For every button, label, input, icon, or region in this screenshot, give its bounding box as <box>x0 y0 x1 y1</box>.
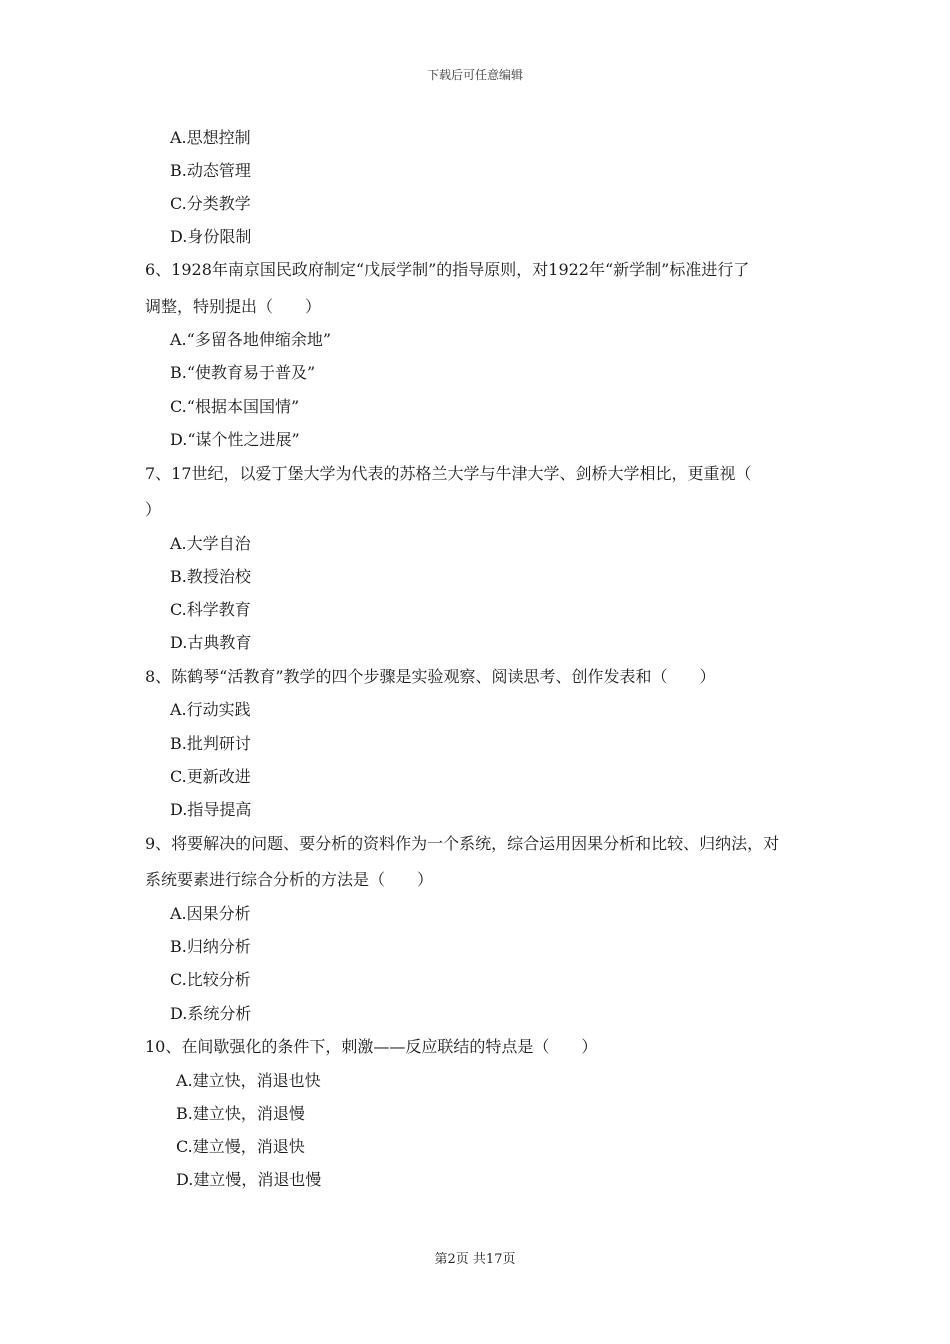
q8-option-c: C.更新改进 <box>170 767 251 786</box>
q10-option-d: D.建立慢，消退也慢 <box>176 1170 322 1189</box>
q7-option-c: C.科学教育 <box>170 600 251 619</box>
q9-stem-continued: 系统要素进行综合分析的方法是（ ） <box>145 870 434 889</box>
q6-option-b: B.“使教育易于普及” <box>170 363 316 382</box>
q6-option-a: A.“多留各地伸缩余地” <box>170 330 332 349</box>
q7-option-b: B.教授治校 <box>170 567 251 586</box>
q5-option-c: C.分类教学 <box>170 194 251 213</box>
q8-stem: 8、陈鹤琴“活教育”教学的四个步骤是实验观察、阅读思考、创作发表和（ ） <box>145 667 716 686</box>
q7-stem: 7、17世纪，以爱丁堡大学为代表的苏格兰大学与牛津大学、剑桥大学相比，更重视（ <box>145 464 752 483</box>
q7-stem-continued: ） <box>145 500 162 519</box>
q9-option-d: D.系统分析 <box>170 1004 252 1023</box>
q8-option-a: A.行动实践 <box>170 700 251 719</box>
page-number: 第2页 共17页 <box>434 1252 516 1267</box>
q6-option-c: C.“根据本国国情” <box>170 397 300 416</box>
page-header: 下载后可任意编辑 <box>426 68 523 82</box>
q9-option-c: C.比较分析 <box>170 970 251 989</box>
q6-stem-continued: 调整，特别提出（ ） <box>145 297 322 316</box>
q9-option-b: B.归纳分析 <box>170 937 251 956</box>
q7-option-a: A.大学自治 <box>170 534 251 553</box>
q10-stem: 10、在间歇强化的条件下，刺激——反应联结的特点是（ ） <box>145 1037 598 1056</box>
q8-option-b: B.批判研讨 <box>170 734 251 753</box>
q5-option-a: A.思想控制 <box>170 128 251 147</box>
q9-option-a: A.因果分析 <box>170 904 251 923</box>
q10-option-c: C.建立慢，消退快 <box>176 1137 305 1156</box>
q5-option-b: B.动态管理 <box>170 161 251 180</box>
q6-option-d: D.“谋个性之进展” <box>170 430 300 449</box>
q7-option-d: D.古典教育 <box>170 633 252 652</box>
q5-option-d: D.身份限制 <box>170 227 252 246</box>
q10-option-a: A.建立快，消退也快 <box>176 1071 321 1090</box>
q9-stem: 9、将要解决的问题、要分析的资料作为一个系统，综合运用因果分析和比较、归纳法，对 <box>145 834 780 853</box>
q8-option-d: D.指导提高 <box>170 800 252 819</box>
q6-stem: 6、1928年南京国民政府制定“戊辰学制”的指导原则，对1922年“新学制”标准进行了 <box>145 260 750 279</box>
q10-option-b: B.建立快，消退慢 <box>176 1104 305 1123</box>
